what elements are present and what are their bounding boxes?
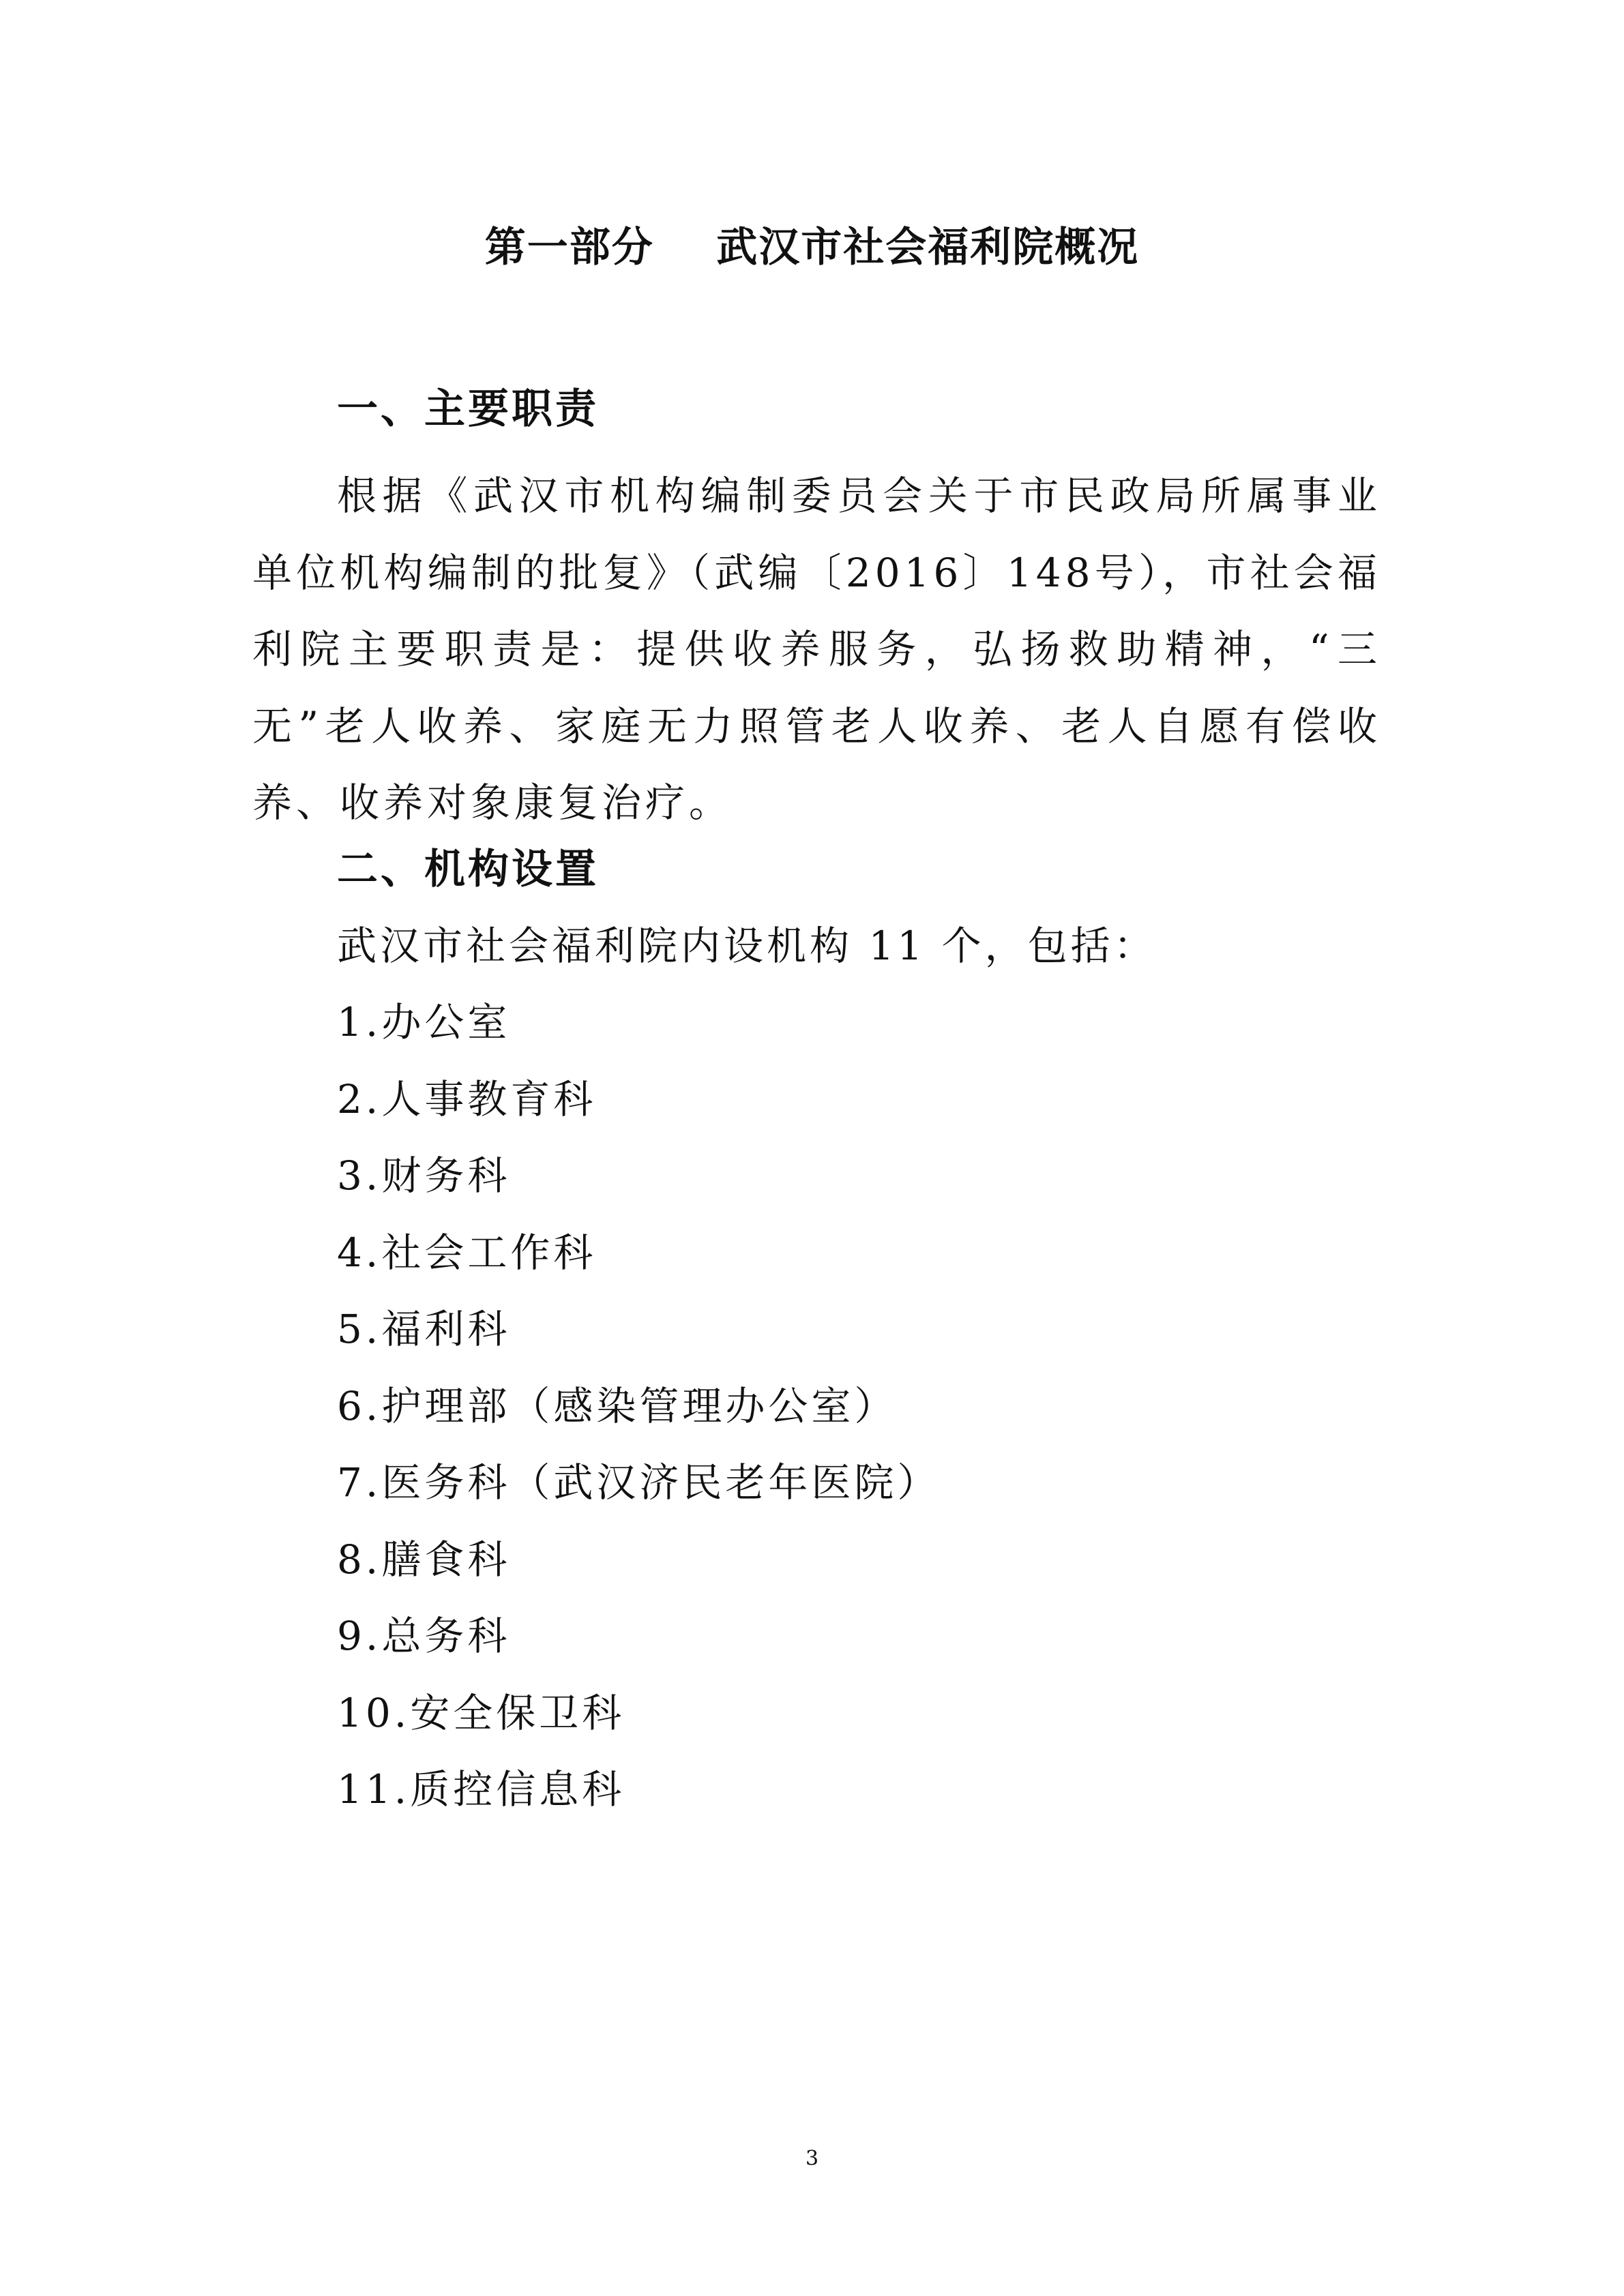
organization-item: 11.质控信息科 xyxy=(337,1766,625,1813)
organization-item: 9.总务科 xyxy=(337,1613,511,1659)
organization-item: 10.安全保卫科 xyxy=(337,1689,625,1736)
organization-item: 6.护理部（感染管理办公室） xyxy=(337,1382,898,1429)
organization-list xyxy=(337,992,940,1836)
page-title: 第一部分 武汉市社会福利院概况 xyxy=(484,224,1140,271)
organization-item: 3.财务科 xyxy=(337,1152,511,1199)
organization-item: 7.医务科（武汉济民老年医院） xyxy=(337,1459,941,1506)
organization-item: 2.人事教育科 xyxy=(337,1075,597,1122)
organization-item: 5.福利科 xyxy=(337,1306,511,1352)
organization-intro: 武汉市社会福利院内设机构 11 个，包括： xyxy=(337,923,1157,969)
duties-paragraph: 根据《武汉市机构编制委员会关于市民政局所属事业单位机构编制的批复》（武编〔2016〕148号），市社会福利院主要职责是：提供收养服务，弘扬救助精神，“三无”老人收养、家庭无力照管老人收养、老人自愿有偿收养、收养对象康复治疗。 xyxy=(252,473,1381,826)
section-heading-organization: 二、机构设置 xyxy=(337,846,599,893)
page-number: 3 xyxy=(805,2147,819,2171)
organization-item: 1.办公室 xyxy=(337,999,511,1045)
organization-item: 4.社会工作科 xyxy=(337,1229,597,1276)
section-heading-main-duties: 一、主要职责 xyxy=(337,385,599,433)
organization-item: 8.膳食科 xyxy=(337,1536,511,1583)
